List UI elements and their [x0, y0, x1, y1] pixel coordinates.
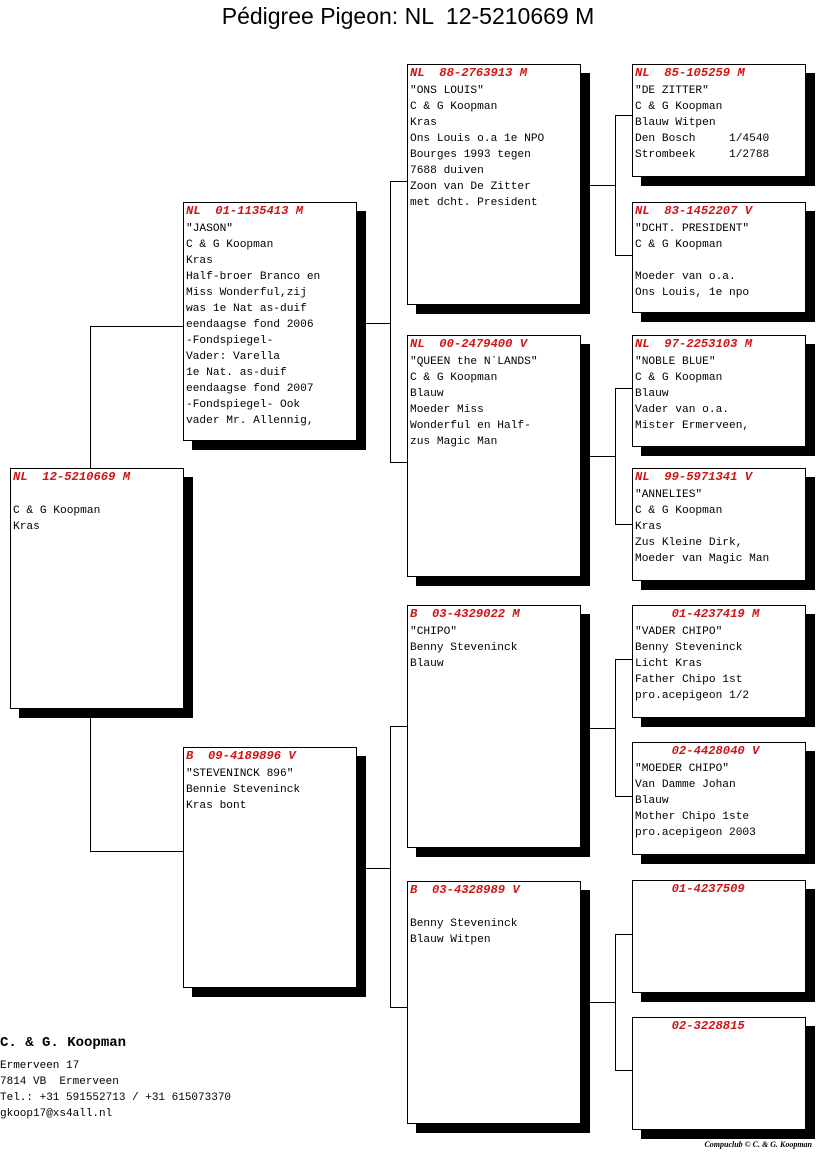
- card-line: C & G Koopman: [410, 101, 498, 113]
- ring-number: B 03-4329022 M: [410, 607, 520, 621]
- card-line: [13, 487, 100, 503]
- pigeon-card-subject[interactable]: [10, 468, 184, 709]
- card-line: pro.acepigeon 1/2: [635, 690, 750, 702]
- pigeon-card-father[interactable]: [183, 202, 357, 441]
- owner-city: 7814 VB Ermerveen: [0, 1076, 119, 1088]
- card-line: Blauw Witpen: [635, 117, 716, 129]
- owner-name: C. & G. Koopman: [0, 1035, 127, 1051]
- pigeon-card-ancestor-mmm[interactable]: [632, 1017, 806, 1130]
- card-line: Den Bosch 1/4540: [635, 133, 770, 145]
- pigeon-card-ancestor-mff[interactable]: [632, 605, 806, 718]
- ring-number: NL 88-2763913 M: [410, 66, 528, 80]
- card-line: Blauw Witpen: [410, 934, 491, 946]
- card-line: 1e Nat. as-duif: [186, 367, 287, 379]
- card-line: "MOEDER CHIPO": [635, 763, 729, 775]
- card-line: met dcht. President: [410, 197, 538, 209]
- card-line: Zoon van De Zitter: [410, 181, 531, 193]
- card-line: Bourges 1993 tegen: [410, 149, 531, 161]
- owner-details: [0, 1058, 231, 1122]
- card-line: Half-broer Branco en: [186, 271, 321, 283]
- card-line: Kras bont: [186, 800, 247, 812]
- pigeon-card-ancestor-fff[interactable]: [632, 64, 806, 177]
- ring-number: B 09-4189896 V: [186, 749, 296, 763]
- card-line: Vader van o.a.: [635, 404, 729, 416]
- card-line: eendaagse fond 2007: [186, 383, 314, 395]
- card-line: -Fondspiegel- Ook: [186, 399, 301, 411]
- card-line: C & G Koopman: [186, 239, 274, 251]
- card-line: "QUEEN the N`LANDS": [410, 356, 538, 368]
- card-line: Kras: [410, 117, 437, 129]
- card-line: Licht Kras: [635, 658, 703, 670]
- card-line: "DCHT. PRESIDENT": [635, 223, 750, 235]
- card-line: vader Mr. Allennig,: [186, 415, 314, 427]
- card-line: "STEVENINCK 896": [186, 768, 294, 780]
- card-line: Blauw: [635, 388, 669, 400]
- ring-number: 02-4428040 V: [635, 744, 760, 758]
- card-line: zus Magic Man: [410, 436, 498, 448]
- card-line: Vader: Varella: [186, 351, 280, 363]
- page-title: Pédigree Pigeon: NL 12-5210669 M: [221, 3, 595, 29]
- card-line: "ONS LOUIS": [410, 85, 484, 97]
- card-line: C & G Koopman: [635, 101, 723, 113]
- card-line: -Fondspiegel-: [186, 335, 274, 347]
- card-line: C & G Koopman: [635, 505, 723, 517]
- card-line: Miss Wonderful,zij: [186, 287, 307, 299]
- owner-phone: Tel.: +31 591552713 / +31 615073370: [0, 1092, 232, 1104]
- card-line: Blauw: [410, 658, 444, 670]
- card-line: "NOBLE BLUE": [635, 356, 716, 368]
- ring-number: NL 83-1452207 V: [635, 204, 753, 218]
- pigeon-card-grandmother-maternal[interactable]: [407, 881, 581, 1124]
- pigeon-card-grandfather-maternal[interactable]: [407, 605, 581, 848]
- card-line: Mister Ermerveen,: [635, 420, 750, 432]
- card-line: Strombeek 1/2788: [635, 149, 770, 161]
- card-line: Bennie Steveninck: [186, 784, 301, 796]
- card-line: "VADER CHIPO": [635, 626, 723, 638]
- card-line: [410, 900, 517, 916]
- card-line: C & G Koopman: [410, 372, 498, 384]
- card-line: "CHIPO": [410, 626, 457, 638]
- card-line: Wonderful en Half-: [410, 420, 531, 432]
- pigeon-card-grandfather-paternal[interactable]: [407, 64, 581, 305]
- card-line: Kras: [635, 521, 662, 533]
- card-line: "DE ZITTER": [635, 85, 709, 97]
- card-line: Kras: [186, 255, 213, 267]
- card-line: Moeder Miss: [410, 404, 484, 416]
- ring-number: 01-4237509: [635, 882, 745, 896]
- ring-number: 01-4237419 M: [635, 607, 760, 621]
- card-line: Father Chipo 1st: [635, 674, 743, 686]
- card-line: Blauw: [635, 795, 669, 807]
- card-line: "ANNELIES": [635, 489, 703, 501]
- pigeon-card-grandmother-paternal[interactable]: [407, 335, 581, 577]
- card-line: Zus Kleine Dirk,: [635, 537, 743, 549]
- ring-number: B 03-4328989 V: [410, 883, 520, 897]
- pigeon-card-ancestor-fmm[interactable]: [632, 468, 806, 581]
- ring-number: NL 85-105259 M: [635, 66, 745, 80]
- card-line: Ons Louis o.a 1e NPO: [410, 133, 545, 145]
- ring-number: NL 12-5210669 M: [13, 470, 131, 484]
- card-line: Blauw: [410, 388, 444, 400]
- card-line: C & G Koopman: [13, 505, 101, 517]
- ring-number: NL 00-2479400 V: [410, 337, 528, 351]
- pigeon-card-ancestor-fmf[interactable]: [632, 335, 806, 447]
- card-line: Benny Steveninck: [635, 642, 743, 654]
- card-line: Ons Louis, 1e npo: [635, 287, 750, 299]
- pigeon-card-ancestor-mmf[interactable]: [632, 880, 806, 993]
- card-line: "JASON": [186, 223, 233, 235]
- card-line: pro.acepigeon 2003: [635, 827, 756, 839]
- card-line: Van Damme Johan: [635, 779, 736, 791]
- card-line: Moeder van o.a.: [635, 271, 736, 283]
- ring-number: NL 01-1135413 M: [186, 204, 304, 218]
- card-line: was 1e Nat as-duif: [186, 303, 307, 315]
- ring-number: NL 97-2253103 M: [635, 337, 753, 351]
- owner-email[interactable]: gkoop17@xs4all.nl: [0, 1108, 113, 1120]
- pigeon-card-ancestor-ffm[interactable]: [632, 202, 806, 313]
- card-line: [635, 253, 749, 269]
- ring-number: NL 99-5971341 V: [635, 470, 753, 484]
- pigeon-card-mother[interactable]: [183, 747, 357, 988]
- card-line: 7688 duiven: [410, 165, 484, 177]
- credit-footer: Compuclub © C. & G. Koopman: [704, 1140, 812, 1149]
- card-line: Moeder van Magic Man: [635, 553, 770, 565]
- ring-number: 02-3228815: [635, 1019, 745, 1033]
- card-line: C & G Koopman: [635, 372, 723, 384]
- owner-address: Ermerveen 17: [0, 1060, 80, 1072]
- card-line: Mother Chipo 1ste: [635, 811, 750, 823]
- card-line: Benny Steveninck: [410, 918, 518, 930]
- card-line: eendaagse fond 2006: [186, 319, 314, 331]
- card-line: C & G Koopman: [635, 239, 723, 251]
- card-line: Kras: [13, 521, 40, 533]
- card-line: Benny Steveninck: [410, 642, 518, 654]
- pigeon-card-ancestor-mfm[interactable]: [632, 742, 806, 855]
